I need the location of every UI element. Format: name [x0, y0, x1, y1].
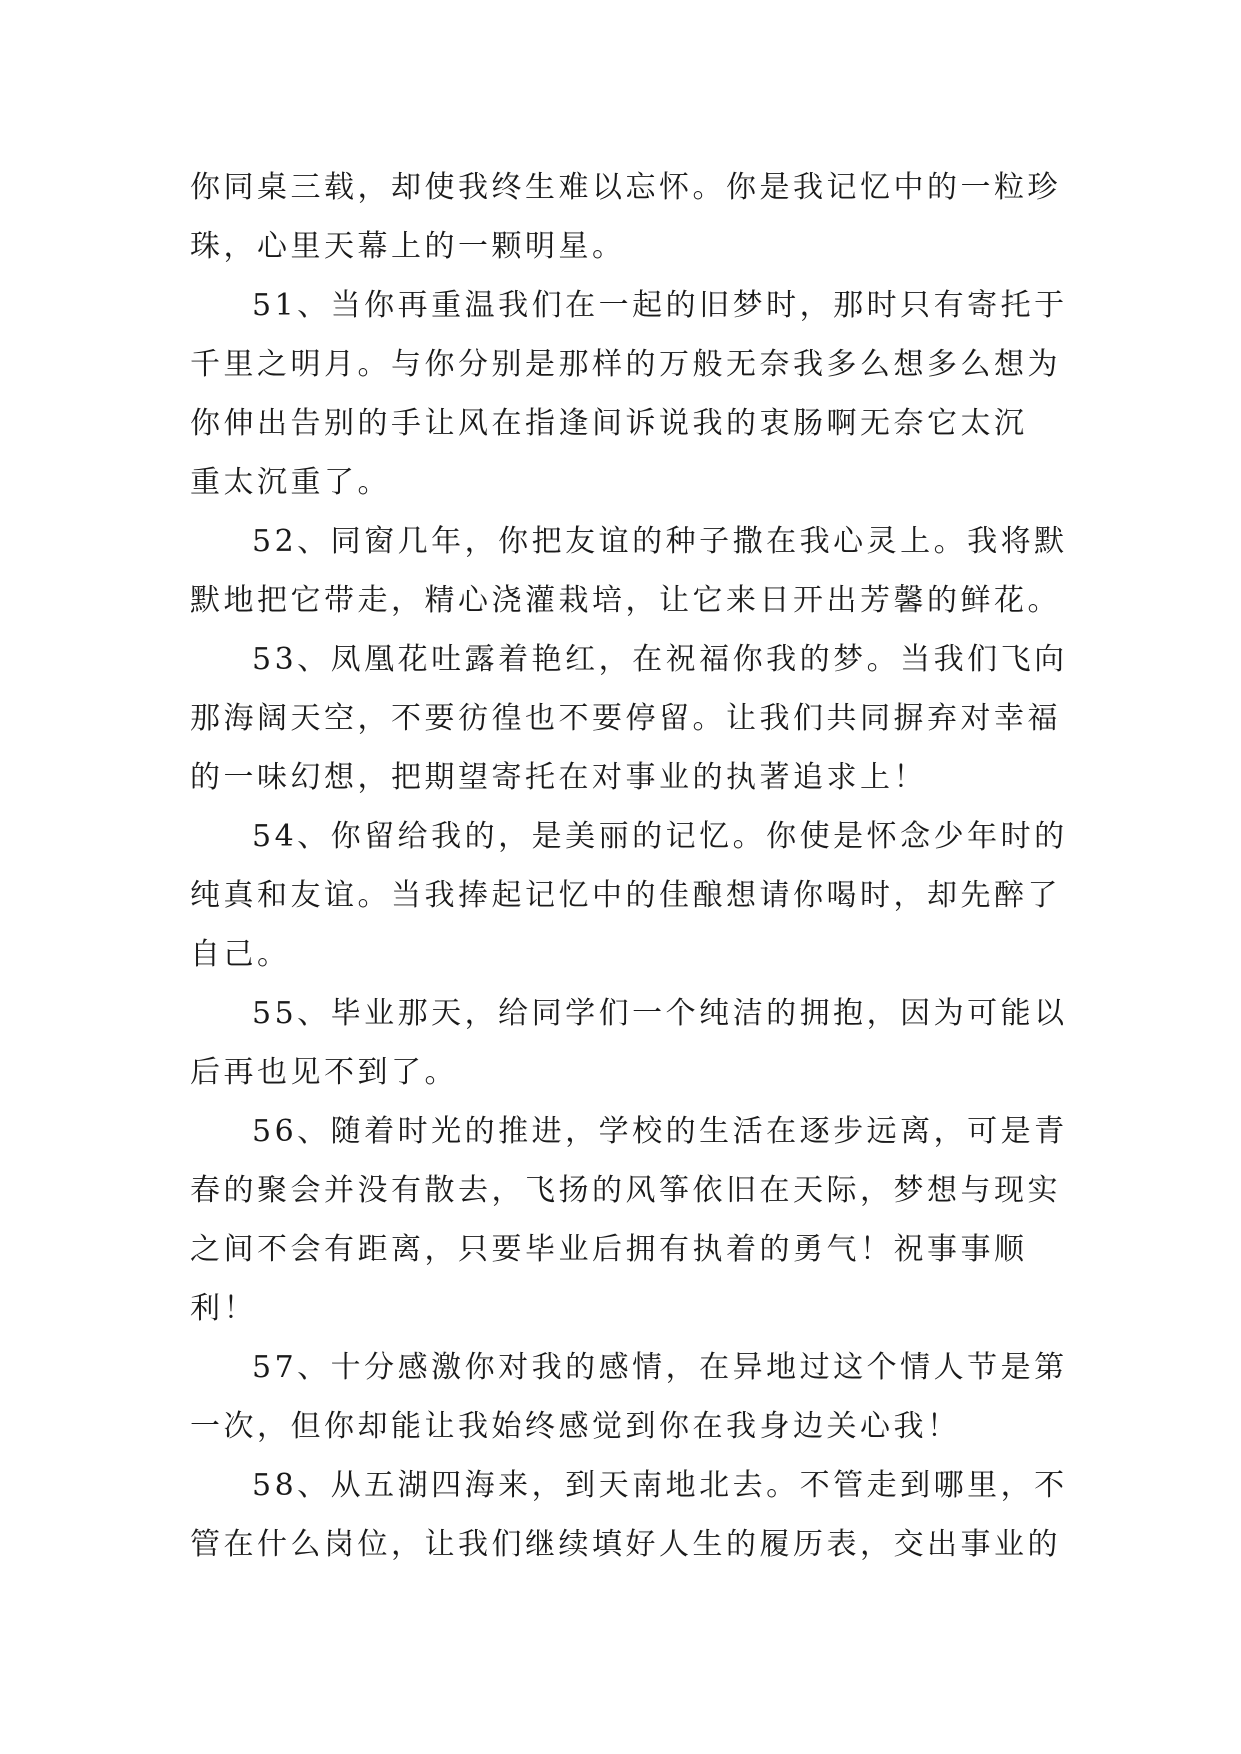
- paragraph-start-57: 57、十分感激你对我的感情，在异地过这个情人节是第: [252, 1350, 1068, 1385]
- paragraph-start-56: 56、随着时光的推进，学校的生活在逐步远离，可是青: [252, 1114, 1068, 1149]
- paragraph-start-53: 53、凤凰花吐露着艳红，在祝福你我的梦。当我们飞向: [252, 642, 1068, 677]
- paragraph-start-58: 58、从五湖四海来，到天南地北去。不管走到哪里，不: [252, 1468, 1068, 1503]
- text-line: 一次，但你却能让我始终感觉到你在我身边关心我！: [190, 1409, 961, 1444]
- text-line: 的一味幻想，把期望寄托在对事业的执著追求上！: [190, 760, 927, 795]
- paragraph-start-54: 54、你留给我的，是美丽的记忆。你使是怀念少年时的: [252, 819, 1068, 854]
- document-body: [190, 158, 1070, 1574]
- text-line: 重太沉重了。: [190, 465, 391, 500]
- paragraph-start-55: 55、毕业那天，给同学们一个纯洁的拥抱，因为可能以: [252, 996, 1068, 1031]
- text-line: 利！: [190, 1291, 257, 1326]
- text-line: 春的聚会并没有散去，飞扬的风筝依旧在天际，梦想与现实: [190, 1173, 1061, 1208]
- text-line: 后再也见不到了。: [190, 1055, 458, 1090]
- text-line: 那海阔天空，不要彷徨也不要停留。让我们共同摒弃对幸福: [190, 701, 1061, 736]
- paragraph-start-51: 51、当你再重温我们在一起的旧梦时，那时只有寄托于: [252, 288, 1068, 323]
- text-line: 珠，心里天幕上的一颗明星。: [190, 229, 626, 264]
- text-line: 你伸出告别的手让风在指逢间诉说我的衷肠啊无奈它太沉: [190, 406, 1028, 441]
- text-line: 管在什么岗位，让我们继续填好人生的履历表，交出事业的: [190, 1527, 1061, 1562]
- text-line: 默地把它带走，精心浇灌栽培，让它来日开出芳馨的鲜花。: [190, 583, 1061, 618]
- text-line: 你同桌三载，却使我终生难以忘怀。你是我记忆中的一粒珍: [190, 170, 1061, 205]
- text-line: 纯真和友谊。当我捧起记忆中的佳酿想请你喝时，却先醉了: [190, 878, 1061, 913]
- text-line: 之间不会有距离，只要毕业后拥有执着的勇气！祝事事顺: [190, 1232, 1028, 1267]
- text-line: 千里之明月。与你分别是那样的万般无奈我多么想多么想为: [190, 347, 1061, 382]
- text-line: 自己。: [190, 937, 291, 972]
- paragraph-start-52: 52、同窗几年，你把友谊的种子撒在我心灵上。我将默: [252, 524, 1068, 559]
